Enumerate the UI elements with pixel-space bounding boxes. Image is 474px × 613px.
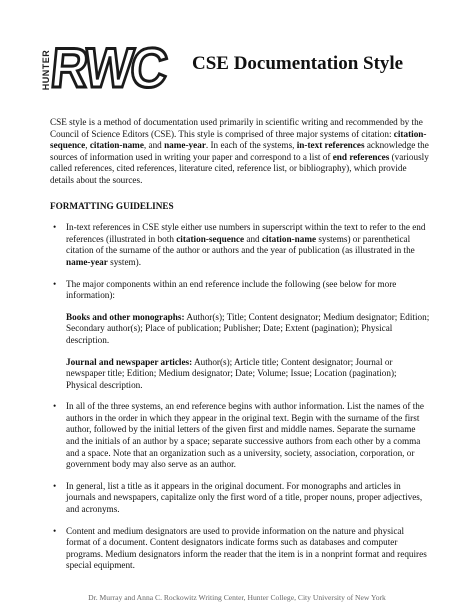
intro-text: . In each of the systems, <box>205 140 297 151</box>
page-footer: Dr. Murray and Anna C. Rockowitz Writing Center, Hunter College, City University of New York <box>88 593 386 602</box>
journal-text: Author(s); Article title; Content designator; Journal or newspaper title; Edition; Medium designator; Date; Volume; Issue; Location (pagination); Physical description. <box>66 356 397 390</box>
books-label: Books and other monographs: <box>66 311 185 322</box>
bullet-paragraph: The major components within an end reference include the following (see below for more information): <box>66 278 397 301</box>
page-title: CSE Documentation Style <box>192 53 404 74</box>
bullet-paragraph: Content and medium designators are used to provide information on the nature and physical format of a document. Content designators indicate forms such as databases and computer programs. Medium designators inform the reader that the item is in a nonprint format and requires special equipment. <box>66 525 427 571</box>
bullet-term: name-year <box>66 256 108 267</box>
intro-text: CSE style is a method of documentation used primarily in scientific writing and recommended by the Council of Science Editors (CSE). This style is comprised of three major systems of citation: <box>50 117 423 139</box>
books-text: Author(s); Title; Content designator; Medium designator; Edition; Secondary author(s); Place of publication; Publisher; Date; Extent (pagination); Physical description. <box>66 311 430 345</box>
intro-paragraph <box>50 117 430 187</box>
bullet-text: In-text references in CSE style either use numbers in superscript within the text to refer to the end references (illustrated in both <box>66 222 426 244</box>
intro-term: end references <box>332 151 390 162</box>
intro-term: citation-sequence <box>50 128 427 151</box>
intro-text: acknowledge the sources of information used in writing your paper and correspond to a list of <box>50 140 429 162</box>
logo-main-text: RWC <box>48 36 169 99</box>
intro-text: , and <box>143 140 165 151</box>
document-body <box>50 117 430 582</box>
bullet-text: system). <box>107 256 142 267</box>
rwc-logo <box>40 36 170 99</box>
bullet-term: citation-sequence <box>176 233 245 244</box>
list-item <box>50 401 430 471</box>
section-heading: FORMATTING GUIDELINES <box>50 200 174 211</box>
intro-term: citation-name <box>89 140 144 151</box>
intro-term: in-text references <box>296 140 365 151</box>
bullet-text: systems) or parenthetical citation of the surname of the author or authors and the year of publication (as illustrated in the <box>66 233 415 256</box>
bullet-paragraph: In general, list a title as it appears in the original document. For monographs and articles in journals and newspapers, capitalize only the first word of a title, proper nouns, proper adjectives, and acronyms. <box>66 480 423 515</box>
list-item <box>50 481 430 516</box>
bullet-paragraph <box>66 222 430 268</box>
journal-paragraph <box>66 357 430 392</box>
bullet-icon: • <box>53 222 57 233</box>
guidelines-list <box>50 222 430 572</box>
list-item <box>50 222 430 268</box>
bullet-icon: • <box>53 278 57 289</box>
books-paragraph <box>66 312 430 347</box>
bullet-text: and <box>244 233 262 244</box>
list-item <box>50 526 430 572</box>
bullet-icon: • <box>53 401 57 412</box>
bullet-paragraph: In all of the three systems, an end reference begins with author information. List the names of the authors in the order in which they appear in the original text. Begin with the surname of the first author, followed by the initial letters of the given first and middle names. Separate the surname and the initials of an author by a space; separate successive authors from each other by a comma and a space. Note that an organization such as a university, society, association, corporation, or government body may also serve as an author. <box>66 401 424 470</box>
intro-text: (variously called references, cited references, literature cited, reference list, or bibliography), which provide details about the sources. <box>50 151 429 185</box>
bullet-icon: • <box>53 525 57 536</box>
list-item <box>50 279 430 392</box>
journal-label: Journal and newspaper articles: <box>66 356 193 367</box>
bullet-icon: • <box>53 480 57 491</box>
logo-hunter-label: HUNTER <box>41 49 51 91</box>
intro-text: , <box>85 140 90 151</box>
bullet-term: citation-name <box>261 233 317 244</box>
intro-term: name-year <box>164 140 206 151</box>
